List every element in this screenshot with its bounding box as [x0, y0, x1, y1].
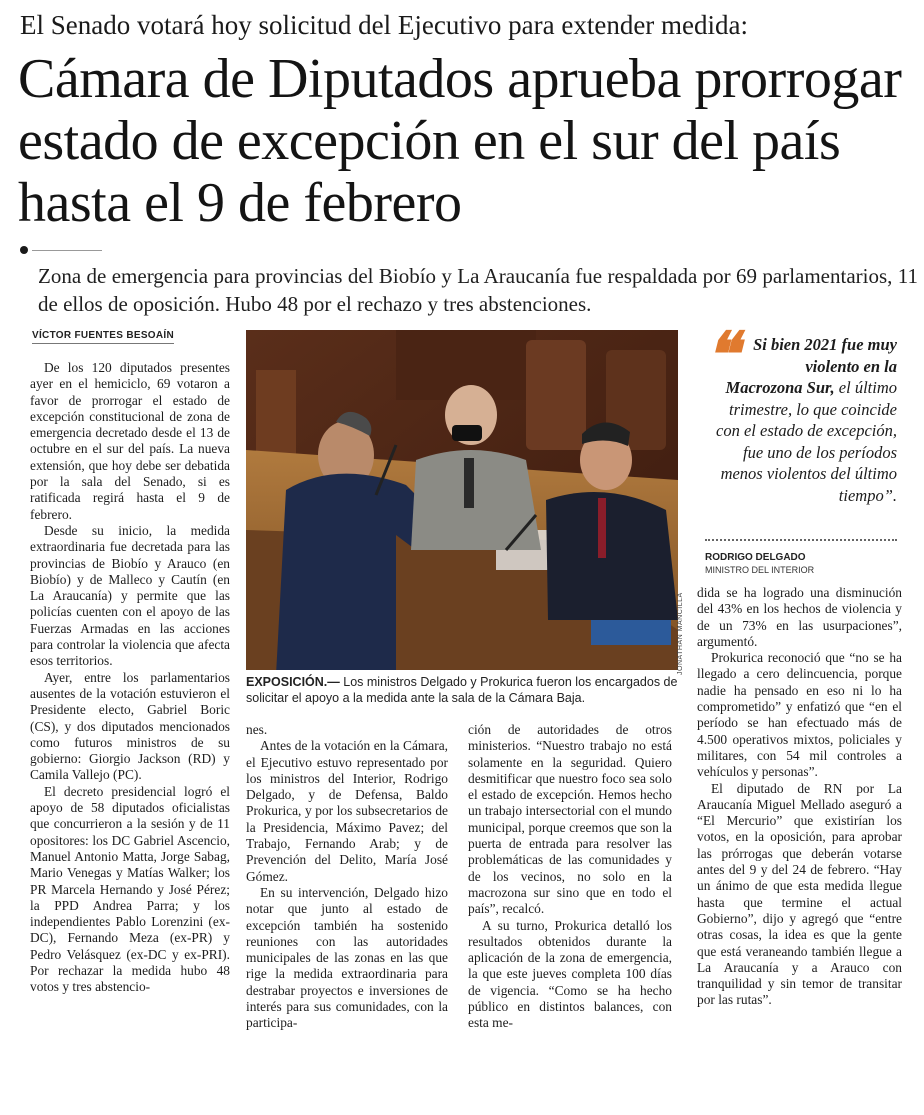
headline: Cámara de Diputados aprueba prorrogar estado de excepción en el sur del país hasta el 9 de febrero: [18, 48, 902, 234]
caption-text: Los ministros Delgado y Prokurica fueron los encargados de solicitar el apoyo a la medida ante la sala de la Cámara Baja.: [246, 675, 678, 705]
byline: VÍCTOR FUENTES BESOAÍN: [32, 330, 174, 344]
column-1: [30, 360, 230, 1080]
pull-quote-divider: [705, 539, 897, 541]
caption-label: EXPOSICIÓN.—: [246, 675, 340, 689]
paragraph: dida se ha logrado una disminución del 43% en los hechos de violencia y de un 73% en las usurpaciones”, argumentó.: [697, 585, 902, 649]
quote-mark-icon: ❝: [705, 322, 739, 390]
column-3: [468, 722, 672, 1088]
news-photo: [246, 330, 678, 670]
deck: Zona de emergencia para provincias del Biobío y La Araucanía fue respaldada por 69 parlamentarios, 11 de ellos de oposición. Hubo 48 por el rechazo y tres abstenciones.: [38, 264, 918, 316]
column-4: [697, 585, 902, 1085]
section-divider: [32, 250, 102, 251]
photo-caption: [246, 674, 686, 706]
paragraph: A su turno, Prokurica detalló los resultados obtenidos durante la aplicación de la zona de emergencia, la que este jueves completa 100 días de vigencia. “Como se ha hecho público en distintos balances, con esta me-: [468, 917, 672, 1031]
paragraph: Antes de la votación en la Cámara, el Ejecutivo estuvo representado por los ministros del Interior, Rodrigo Delgado, y de Defensa, Baldo Prokurica, y por los subsecretarios de la Presidencia, Máximo Pavez; del Trabajo, Fernando Arab; y de Prevención del Delito, María José Gómez.: [246, 738, 448, 884]
paragraph: ción de autoridades de otros ministerios. “Nuestro trabajo no está solamente en la seguridad. Quiero desmitificar que nuestro foco sea solo el estado de excepción. Hemos hecho un trabajo intersectorial con el mundo municipal, porque creemos que son la puerta de entrada para resolver las problemáticas de las comunidades y de los vecinos, no solo en la macrozona sur sino que en todo el país”, recalcó.: [468, 722, 672, 917]
pull-quote-rest: el último trimestre, lo que coincide con el estado de excepción, fue uno de los períodos menos violentos del último tiempo”.: [716, 378, 897, 505]
pull-quote-bold: Si bien 2021 fue muy violento en la Macrozona Sur,: [725, 335, 897, 397]
pull-quote: [705, 322, 897, 506]
paragraph: El diputado de RN por La Araucanía Miguel Mellado aseguró a “El Mercurio” que existirían los votos, en la oposición, para aprobar las prórrogas que deberán votarse antes del 9 y del 24 de febrero. “Hay un ánimo de que esta medida llegue hasta que termine el actual Gobierno”, dijo y agregó que “entre otras cosas, la idea es que la gente que está veraneando también llegue a La Araucanía y a Arauco con tranquilidad y sin temor de transitar por las rutas”.: [697, 780, 902, 1008]
paragraph: Desde su inicio, la medida extraordinaria fue decretada para las provincias de Biobío y Arauco (en Biobío) y de Malleco y Cautín (en La Araucanía) y permite que las policías cuenten con el apoyo de las Fuerzas Armadas en las acciones para controlar la violencia que afecta esos territorios.: [30, 522, 230, 669]
paragraph: Ayer, entre los parlamentarios ausentes de la votación estuvieron el Presidente electo, Gabriel Boric (CS), y dos diputados mencionados como futuros ministros de su gobierno: Giorgio Jackson (RD) y Camila Vallejo (PC).: [30, 669, 230, 783]
paragraph: Prokurica reconoció que “no se ha llegado a cero delincuencia, porque nadie ha pensado en eso ni lo ha comprometido” y enfatizó que “en el período se han efectuado más de 4.500 operativos mixtos, policiales y militares, con 54 mil controles a vehículos y personas”.: [697, 650, 902, 780]
photo-credit: JONATHAN MANCILLA: [677, 592, 684, 675]
paragraph: El decreto presidencial logró el apoyo de 58 diputados oficialistas que concurrieron a la sesión y de 11 opositores: los DC Gabriel Ascencio, Manuel Antonio Matta, Jorge Sabag, Mario Venegas y Matías Walker; los PR Marcela Hernando y José Pérez; la PPD Andrea Parra; y los independientes Pablo Lorenzini (ex-DC), Fernando Meza (ex-PR) y Pedro Velásquez (ex-DC y ex-PRI). Por rechazar la medida hubo 48 votos y tres abstencio-: [30, 783, 230, 995]
paragraph: De los 120 diputados presentes ayer en el hemiciclo, 69 votaron a favor de prorrogar el estado de excepción constitucional de zona de emergencia decretado desde el 13 de octubre en el sur del país. La nueva extensión, que hoy debe ser debatida por la sala del Senado, si es ratificada regirá hasta el 9 de febrero.: [30, 360, 230, 522]
column-2: [246, 722, 448, 1088]
paragraph: nes.: [246, 722, 268, 737]
pull-quote-text: [705, 322, 897, 506]
paragraph: En su intervención, Delgado hizo notar que junto al estado de excepción también ha sostenido reuniones con las autoridades municipales de las zonas en las que rige la medida extraordinaria para destrabar proyectos e inversiones de interés para sus comunidades, con la participa-: [246, 884, 448, 1031]
section-bullet: [20, 246, 28, 254]
pull-quote-name: RODRIGO DELGADO: [705, 552, 806, 563]
pull-quote-role: MINISTRO DEL INTERIOR: [705, 565, 815, 575]
kicker: El Senado votará hoy solicitud del Ejecutivo para extender medida:: [20, 10, 749, 40]
